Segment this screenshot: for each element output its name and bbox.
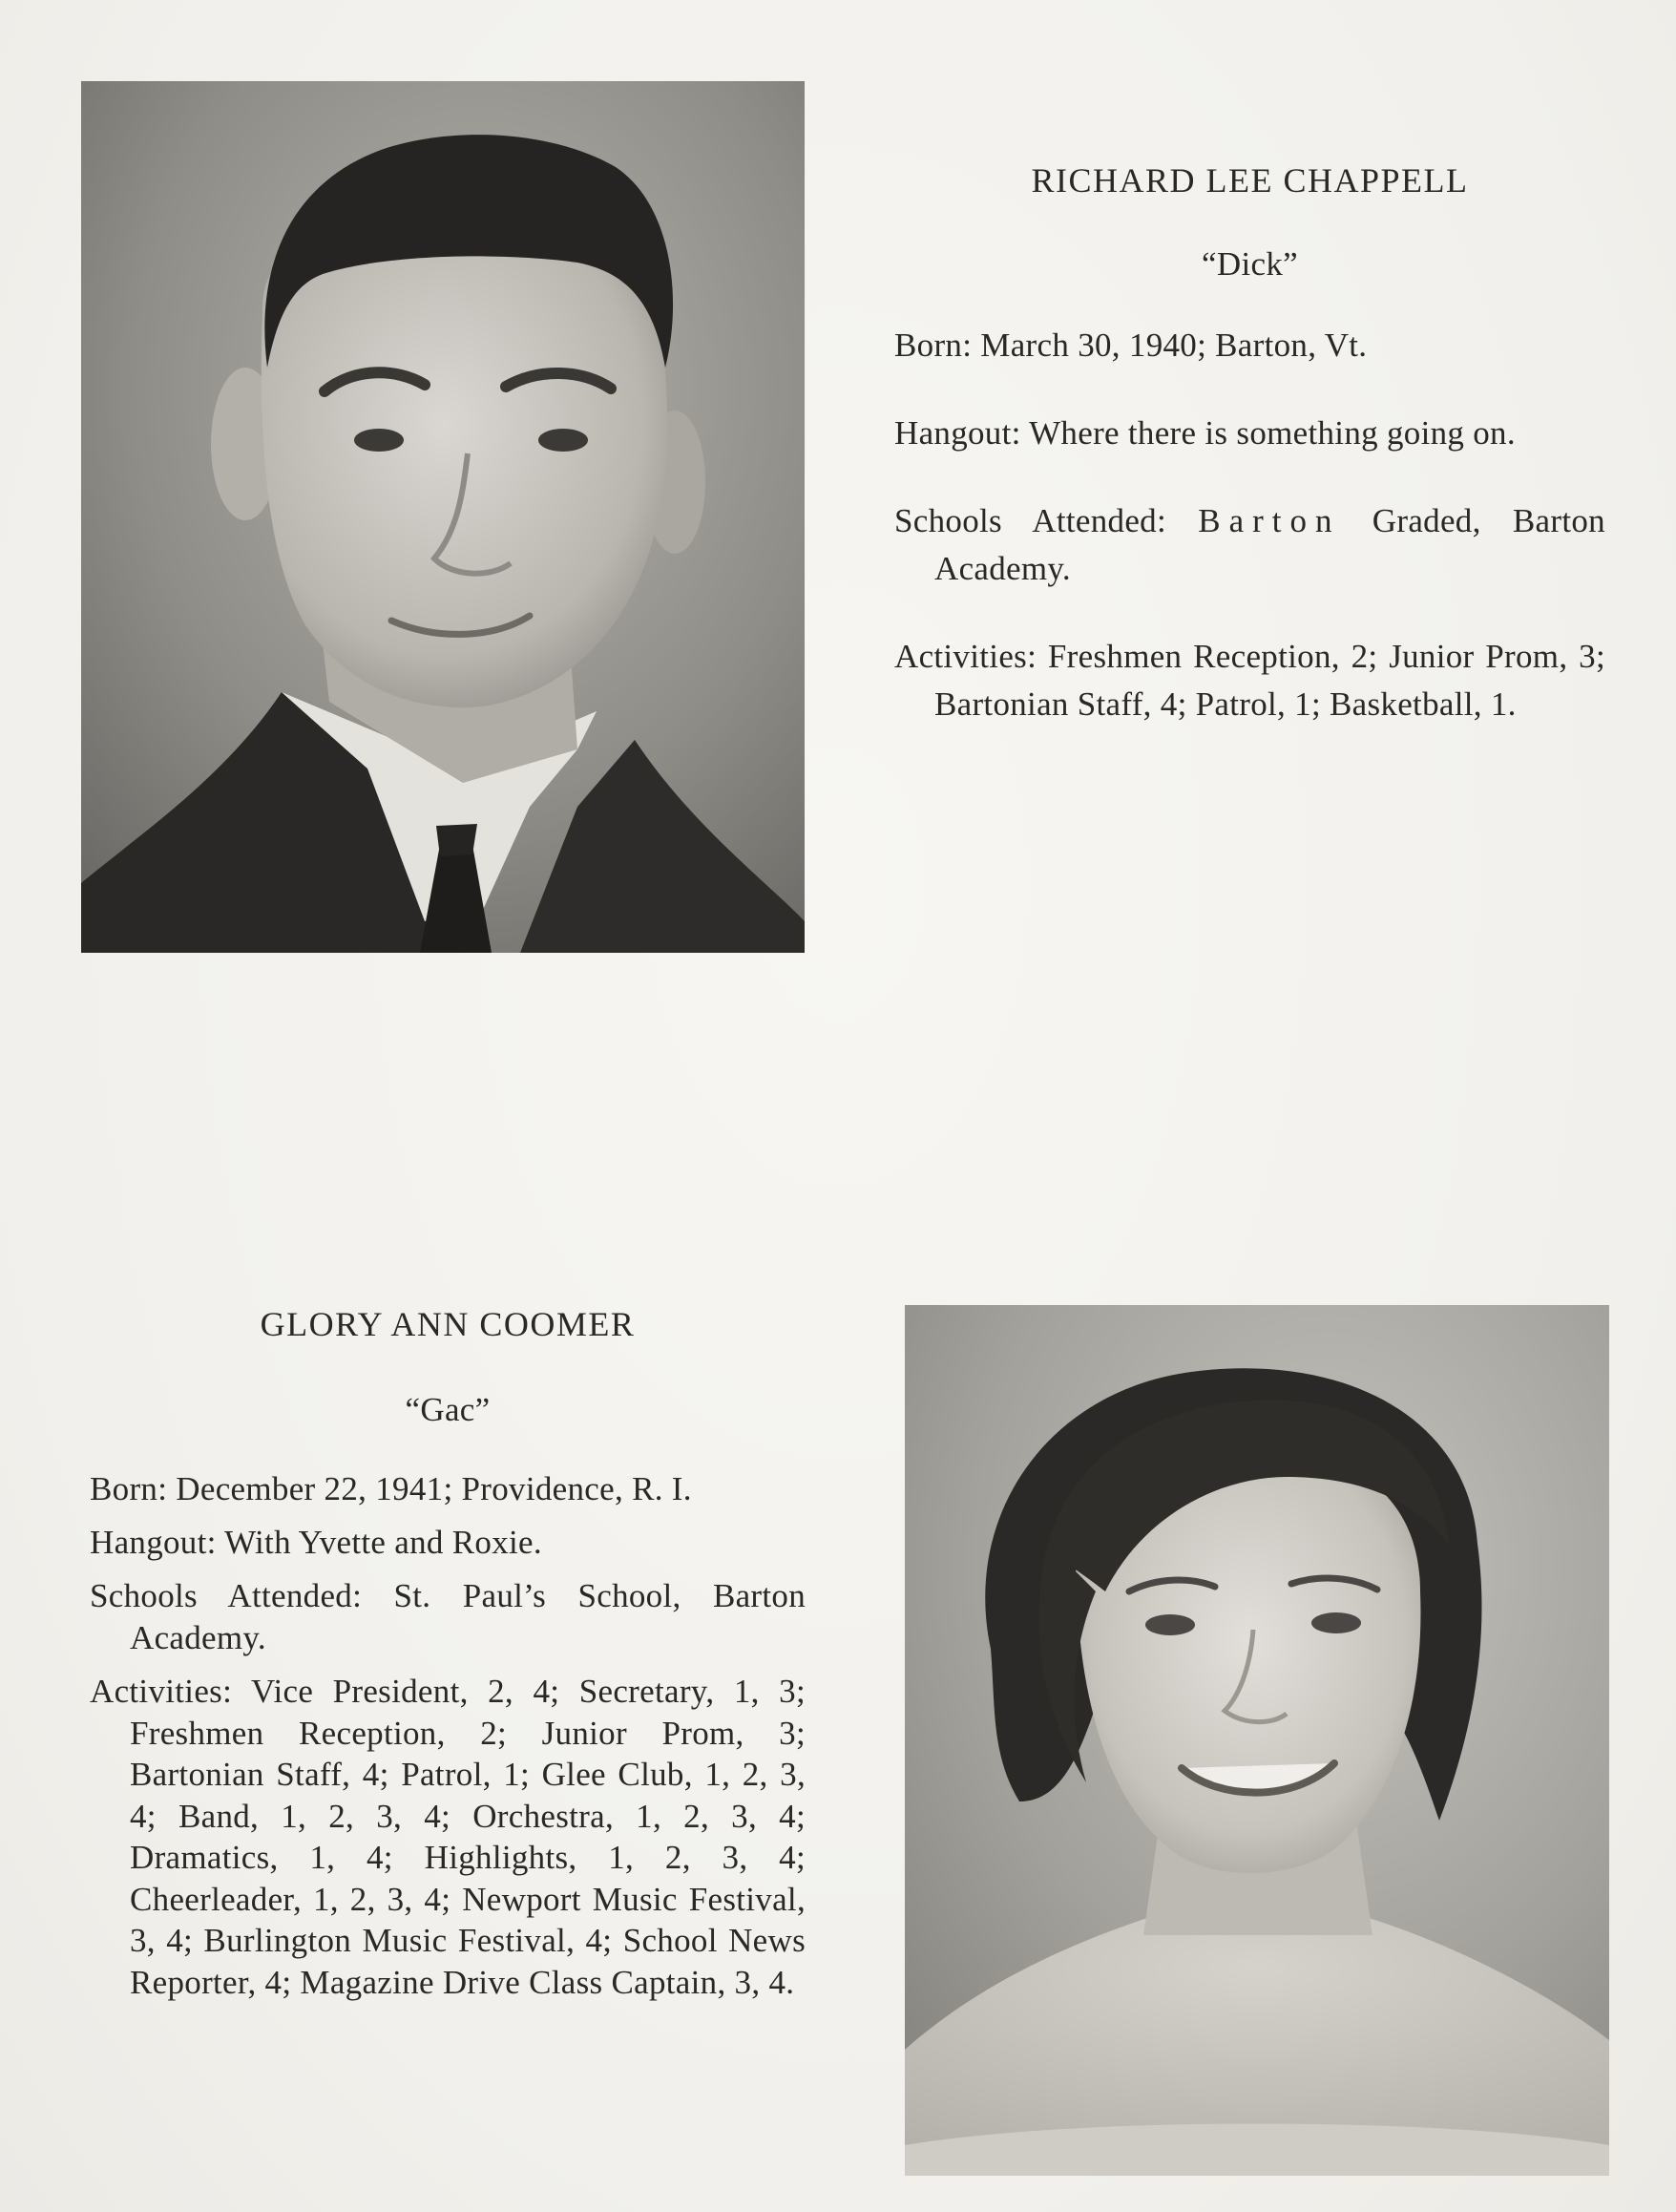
schools-value-spaced: Barton (1198, 502, 1341, 539)
born-value: March 30, 1940; Barton, Vt. (980, 327, 1368, 364)
activities-value: Vice President, 2, 4; Secretary, 1, 3; Freshmen Reception, 2; Junior Prom, 3; Bartonian Staff, 4; Patrol, 1; Glee Club, 1, 2, 3, 4; Band, 1, 2, 3, 4; Orchestra, 1, 2, 3, 4; Dramatics, 1, 4; Highlights, 1, 2, 3, 4; Cheerleader, 1, 2, 3, 4; Newport Music Festival, 3, 4; Burlington Music Festival, 4; School News Reporter, 4; Magazine Drive Class Captain, 3, 4. (130, 1673, 806, 2001)
schools-field (90, 1575, 806, 1659)
student-nickname: “Gac” (405, 1391, 491, 1428)
student-entry-glory (90, 1300, 806, 2014)
portrait-photo-glory (905, 1305, 1609, 2176)
portrait-photo-richard (81, 81, 805, 953)
schools-value: St. Paul’s School, Barton Academy. (130, 1577, 807, 1656)
student-entry-richard (894, 157, 1605, 769)
schools-field (894, 497, 1605, 593)
schools-value: Graded, Barton Academy. (934, 502, 1605, 587)
student-name: GLORY ANN COOMER (260, 1305, 636, 1343)
portrait-man-image (81, 81, 805, 953)
born-field (894, 322, 1605, 369)
hangout-value: With Yvette and Roxie. (224, 1524, 542, 1561)
activities-field (90, 1671, 806, 2003)
activities-field (894, 633, 1605, 728)
hangout-label: Hangout: (894, 414, 1021, 452)
schools-label: Schools Attended: (894, 502, 1166, 539)
born-value: December 22, 1941; Providence, R. I. (176, 1470, 692, 1507)
activities-label: Activities: (90, 1673, 233, 1710)
born-label: Born: (90, 1470, 168, 1507)
born-field (90, 1468, 806, 1510)
portrait-woman-image (905, 1305, 1609, 2176)
hangout-field (894, 410, 1605, 457)
hangout-label: Hangout: (90, 1524, 217, 1561)
born-label: Born: (894, 327, 973, 364)
hangout-value: Where there is something going on. (1029, 414, 1516, 452)
activities-value: Freshmen Reception, 2; Junior Prom, 3; Bartonian Staff, 4; Patrol, 1; Basketball, 1. (934, 638, 1605, 723)
schools-label: Schools Attended: (90, 1577, 363, 1614)
student-name: RICHARD LEE CHAPPELL (1031, 161, 1469, 200)
activities-label: Activities: (894, 638, 1037, 675)
hangout-field (90, 1522, 806, 1564)
student-nickname: “Dick” (1202, 245, 1298, 283)
